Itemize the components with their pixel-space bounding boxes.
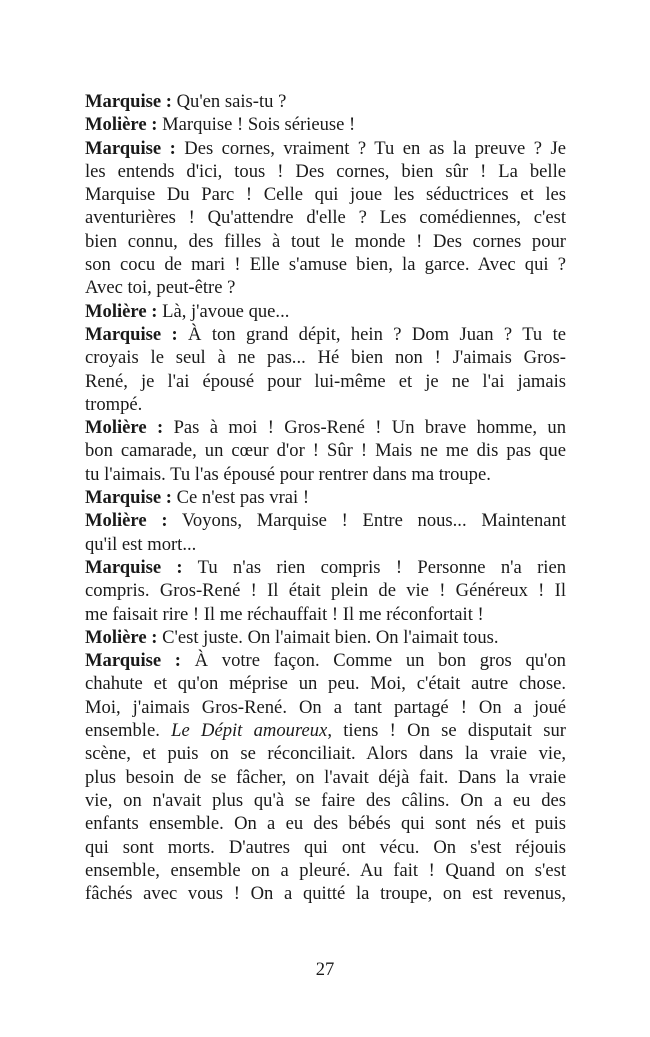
text-line [85,206,566,229]
line-text: , tiens ! On se disputait sur [327,720,566,742]
text-line [85,486,566,509]
speaker-name: Molière : [85,114,158,136]
text-line [85,370,566,393]
text-line [85,393,566,416]
line-text: ensemble. [85,720,172,742]
text-line [85,649,566,672]
text-line [85,719,566,742]
line-text: compris. Gros-René ! Il était plein de vie ! Généreux ! Il [85,580,566,602]
speaker-name: Molière : [85,510,168,532]
line-text: plus besoin de se fâcher, on l'avait déjà fait. Dans la vraie [85,766,566,788]
text-line [85,812,566,835]
speaker-name: Molière : [85,300,158,322]
text-line [85,300,566,323]
line-text: Ce n'est pas vrai ! [171,487,310,509]
line-text: bon camarade, un cœur d'or ! Sûr ! Mais ne me dis pas que [85,440,566,462]
line-text: À votre façon. Comme un bon gros qu'on [180,650,566,672]
line-text: Des cornes, vraiment ? Tu en as la preuve ? Je [175,137,566,159]
text-line [85,463,566,486]
line-text: Pas à moi ! Gros-René ! Un brave homme, un [163,417,566,439]
text-line [85,533,566,556]
text-line [85,626,566,649]
line-text: René, je l'ai épousé pour lui-même et je ne l'ai jamais [85,370,566,392]
text-line [85,276,566,299]
document-body [85,90,566,905]
line-text: Moi, j'aimais Gros-René. On a tant partagé ! On a joué [85,696,566,718]
speaker-name: Marquise : [85,323,178,345]
page-number: 27 [315,959,335,980]
line-text: son cocu de mari ! Elle s'amuse bien, la garce. Avec qui ? [85,254,566,276]
line-text: Marquise ! Sois sérieuse ! [157,114,356,136]
text-line [85,90,566,113]
speaker-name: Marquise : [85,91,172,112]
text-line [85,836,566,859]
speaker-name: Molière : [85,626,158,648]
line-text: qui sont morts. D'autres qui ont vécu. On s'est réjouis [85,836,566,858]
text-line [85,230,566,253]
line-text: fâchés avec vous ! On a quitté la troupe, on est revenus, [85,883,566,905]
text-line [85,160,566,183]
line-text: vie, on n'avait plus qu'à se faire des câlins. On a eu des [85,789,566,811]
line-text: aventurières ! Qu'attendre d'elle ? Les comédiennes, c'est [85,207,566,229]
text-line [85,439,566,462]
text-line [85,556,566,579]
speaker-name: Marquise : [85,556,183,578]
text-line [85,579,566,602]
line-text: Qu'en sais-tu ? [171,91,287,112]
speaker-name: Marquise : [85,650,181,672]
line-text: ensemble, ensemble on a pleuré. Au fait ! Quand on s'est [85,859,566,881]
text-line [85,672,566,695]
text-line [85,113,566,136]
line-text: chahute et qu'on méprise un peu. Moi, c'était autre chose. [85,673,566,695]
text-line [85,346,566,369]
speaker-name: Molière : [85,417,164,439]
text-line [85,416,566,439]
text-line [85,789,566,812]
text-line [85,766,566,789]
text-line [85,137,566,160]
text-line [85,882,566,905]
line-text: Là, j'avoue que... [157,300,290,322]
line-text: Avec toi, peut-être ? [85,277,236,299]
line-text: enfants ensemble. On a eu des bébés qui sont nés et puis [85,813,566,835]
line-text: Tu n'as rien compris ! Personne n'a rien [182,556,566,578]
text-line [85,859,566,882]
line-text: croyais le seul à ne pas... Hé bien non ! J'aimais Gros- [85,347,566,369]
line-text: C'est juste. On l'aimait bien. On l'aimait tous. [157,626,499,648]
text-line [85,323,566,346]
line-text: qu'il est mort... [85,533,197,555]
line-text: Voyons, Marquise ! Entre nous... Maintenant [167,510,566,532]
line-text: me faisait rire ! Il me réchauffait ! Il me réconfortait ! [85,603,484,625]
text-line [85,509,566,532]
text-line [85,603,566,626]
speaker-name: Marquise : [85,487,172,509]
text-line [85,742,566,765]
line-text: tu l'aimais. Tu l'as épousé pour rentrer dans ma troupe. [85,463,491,485]
line-text: scène, et puis on se réconciliait. Alors dans la vraie vie, [85,743,566,765]
speaker-name: Marquise : [85,137,176,159]
text-line [85,253,566,276]
line-text: Marquise Du Parc ! Celle qui joue les séductrices et les [85,184,566,206]
line-text: bien connu, des filles à tout le monde ! Des cornes pour [85,230,566,252]
italic-title: Le Dépit amoureux [171,720,328,742]
text-line [85,183,566,206]
text-line [85,696,566,719]
line-text: À ton grand dépit, hein ? Dom Juan ? Tu te [177,323,566,345]
line-text: les entends d'ici, tous ! Des cornes, bien sûr ! La belle [85,160,566,182]
line-text: trompé. [85,393,143,415]
